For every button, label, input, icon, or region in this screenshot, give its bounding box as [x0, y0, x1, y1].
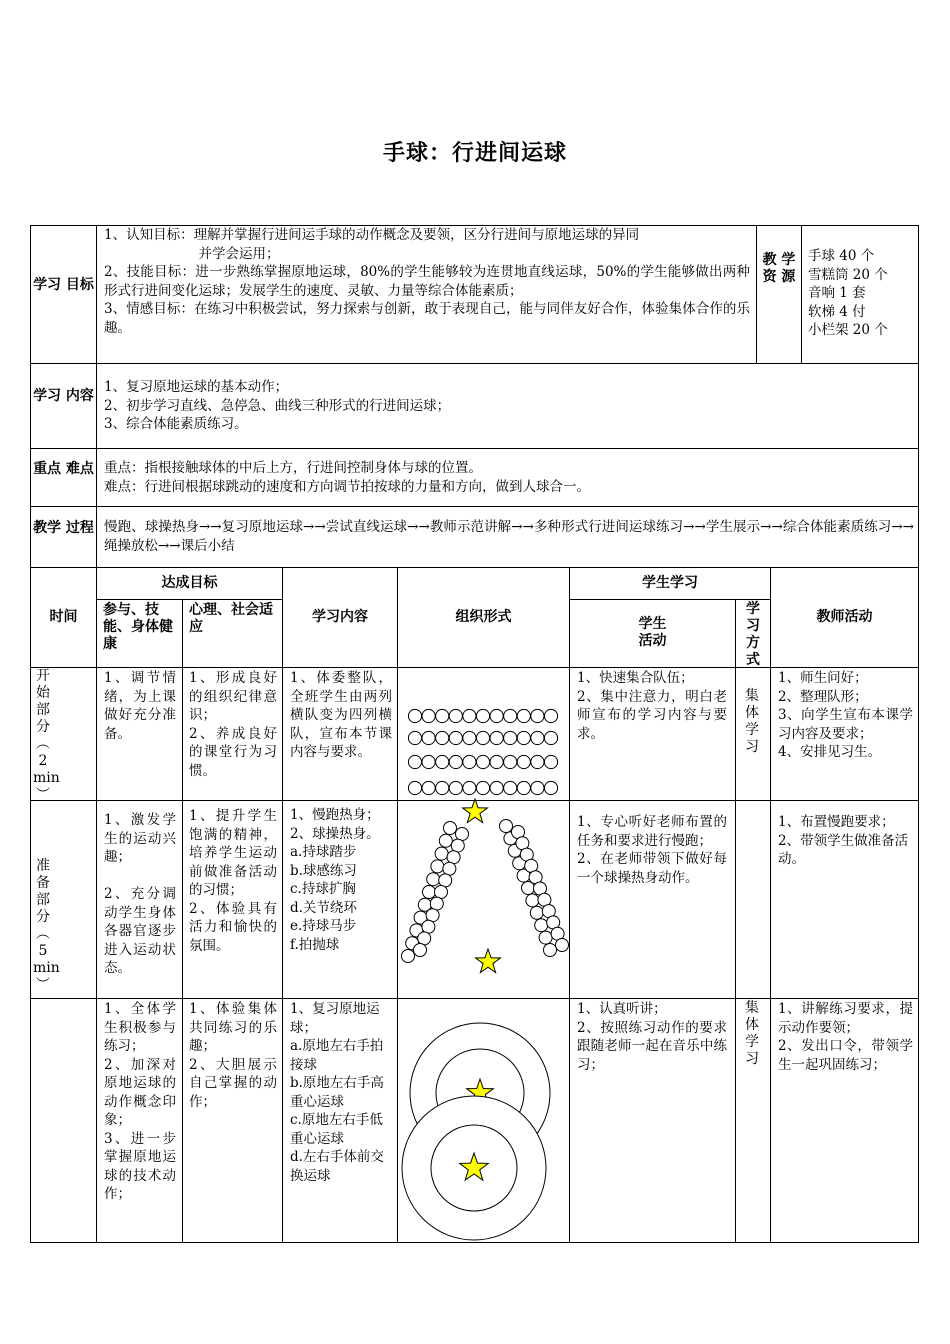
row3-goal1: 1、全体学生积极参与练习； 2、加深对原地运球的动作概念印象； 3、进一步掌握原地运球的技术动作； — [104, 1001, 176, 1202]
student-circle — [476, 755, 489, 768]
student-circle — [526, 894, 539, 907]
process-text: 慢跑、球操热身→→复习原地运球→→尝试直线运球→→教师示范讲解→→多种形式行进间运球练习→→学生展示→→综合体能素质练习→→绳操放松→→课后小结 — [104, 519, 914, 554]
row3-goal2: 1、体验集体共同练习的乐趣； 2、大胆展示自己掌握的动作； — [189, 1001, 277, 1110]
student-circle — [449, 781, 462, 794]
student-circle — [402, 950, 415, 963]
student-circle — [544, 709, 557, 722]
row2-time: 准 备 部 分 ︵ 5 min ︶ — [33, 858, 60, 993]
student-circle — [408, 731, 421, 744]
row2-goal2: 1、提升学生饱满的精神，培养学生运动前做准备活动的习惯； 2、体验具有活力和愉快的氛围。 — [189, 808, 277, 954]
student-circle — [500, 820, 513, 833]
header-student: 学生学习 — [642, 575, 698, 591]
student-circle — [517, 709, 530, 722]
student-circle — [544, 755, 557, 768]
header-content: 学习内容 — [312, 609, 368, 625]
content-label: 学习 内容 — [33, 388, 94, 404]
row1-content: 1、体委整队，全班学生由两列横队变为四列横队，宣布本节课内容与要求。 — [290, 670, 392, 760]
teacher-star-icon — [476, 949, 501, 973]
student-circle — [444, 822, 457, 835]
header-org: 组织形式 — [455, 609, 512, 625]
student-circle — [544, 731, 557, 744]
formation-jog-diagram — [398, 800, 569, 998]
header-goal1: 参与、技能、身体健康 — [103, 602, 173, 652]
student-circle — [463, 781, 476, 794]
header-activity: 学生 活动 — [638, 616, 667, 649]
row3-content: 1、复习原地运球； a.原地左右手拍接球 b.原地左右手高重心运球 c.原地左右手低重心运球 d.左右手体前交换运球 — [290, 1001, 384, 1184]
student-circle — [504, 709, 517, 722]
student-circle — [539, 931, 552, 944]
resources-text: 手球 40 个 雪糕筒 20 个 音响 1 套 软梯 4 付 小栏架 20 个 — [808, 248, 888, 338]
row3-activity: 1、认真听讲； 2、按照练习动作的要求跟随老师一起在音乐中练习； — [577, 1001, 727, 1073]
student-circle — [422, 755, 435, 768]
student-circle — [517, 755, 530, 768]
student-circle — [436, 781, 449, 794]
student-circle — [531, 755, 544, 768]
row1-mode: 集 体 学 习 — [745, 688, 759, 755]
student-circle — [426, 909, 439, 922]
formation-four-rows-diagram — [398, 668, 569, 800]
student-circle — [408, 755, 421, 768]
teacher-star-icon — [463, 799, 488, 823]
student-circle — [490, 709, 503, 722]
process-label: 教学 过程 — [33, 520, 94, 536]
header-goals: 达成目标 — [161, 575, 218, 591]
student-circle — [449, 709, 462, 722]
student-circle — [408, 709, 421, 722]
student-circle — [517, 731, 530, 744]
header-time: 时间 — [49, 609, 78, 625]
student-circle — [435, 886, 448, 899]
student-circle — [436, 709, 449, 722]
formation-circles-diagram — [398, 998, 569, 1242]
student-circle — [423, 886, 436, 899]
student-circle — [451, 839, 464, 852]
student-circle — [504, 731, 517, 744]
student-circle — [504, 755, 517, 768]
student-circle — [531, 709, 544, 722]
student-circle — [476, 709, 489, 722]
student-circle — [431, 860, 444, 873]
student-circle — [422, 731, 435, 744]
student-circle — [490, 731, 503, 744]
keypoints-label: 重点 难点 — [33, 461, 94, 477]
row1-time: 开 始 部 分 ︵ 2 min ︶ — [33, 668, 60, 803]
student-circle — [430, 897, 443, 910]
student-circle — [435, 847, 448, 860]
student-circle — [556, 939, 569, 952]
student-circle — [422, 920, 435, 933]
row1-teacher: 1、师生问好； 2、整理队形； 3、向学生宣布本课学习内容及要求； 4、安排见习生。 — [778, 670, 913, 760]
student-circle — [449, 755, 462, 768]
student-circle — [530, 906, 543, 919]
objectives-text: 1、认知目标：理解并掌握行进间运手球的动作概念及要领，区分行进间与原地运球的异同 并学会运用； 2、技能目标：进一步熟练掌握原地运球，80%的学生能够较为连贯地直线运球，50%的学生能够做出两种形式行进间变化运球；发展学生的速度、灵敏、力量等综合体能素质； 3、情感目标：在练习中积极尝试，努力探索与创新，敢于表现自己，能与同伴友好合作，体验集体合作的乐趣。 — [104, 227, 750, 336]
row3-mode: 集 体 学 习 — [745, 1000, 759, 1067]
student-circle — [408, 781, 421, 794]
student-circle — [544, 944, 557, 957]
keypoints-text: 重点：指根接触球体的中后上方，行进间控制身体与球的位置。 难点：行进间根据球跳动的速度和方向调节拍按球的力量和方向，做到人球合一。 — [104, 460, 590, 495]
student-circle — [490, 755, 503, 768]
student-circle — [436, 731, 449, 744]
student-circle — [517, 781, 530, 794]
student-circle — [544, 781, 557, 794]
row1-goal1: 1、调节情绪，为上课做好充分准备。 — [104, 670, 176, 742]
student-circle — [476, 781, 489, 794]
row2-content: 1、慢跑热身； 2、球操热身。 a.持球踏步 b.球感练习 c.持球扩胸 d.关节绕环 e.持球马步 f.拍抛球 — [290, 807, 380, 953]
student-circle — [490, 781, 503, 794]
student-circle — [463, 731, 476, 744]
student-circle — [422, 781, 435, 794]
student-circle — [436, 755, 449, 768]
student-circle — [447, 851, 460, 864]
student-circle — [476, 731, 489, 744]
student-circle — [535, 919, 548, 932]
student-circle — [463, 755, 476, 768]
student-circle — [504, 781, 517, 794]
student-circle — [449, 731, 462, 744]
student-circle — [427, 873, 440, 886]
header-goal2: 心理、社会适应 — [189, 602, 273, 635]
objectives-label: 学习 目标 — [33, 277, 94, 293]
student-circle — [439, 834, 452, 847]
resources-label: 教 学 资 源 — [762, 252, 796, 285]
student-circle — [439, 874, 452, 887]
student-circle — [531, 731, 544, 744]
student-circle — [463, 709, 476, 722]
header-mode: 学 习 方 式 — [746, 601, 760, 668]
row3-teacher: 1、讲解练习要求，提示动作要领； 2、发出口令，带领学生一起巩固练习； — [778, 1001, 913, 1073]
student-circle — [414, 944, 427, 957]
row2-goal1: 1、激发学生的运动兴趣； 2、充分调动学生身体各器官逐步进入运动状态。 — [104, 812, 176, 976]
row2-teacher: 1、布置慢跑要求； 2、带领学生做准备活动。 — [778, 814, 909, 867]
student-circle — [443, 862, 456, 875]
student-circle — [456, 828, 469, 841]
row1-goal2: 1、形成良好的组织纪律意识； 2、养成良好的课堂行为习惯。 — [189, 670, 277, 779]
student-circle — [418, 932, 431, 945]
student-circle — [531, 781, 544, 794]
student-circle — [422, 709, 435, 722]
row1-activity: 1、快速集合队伍； 2、集中注意力，明白老师宣布的学习内容与要求。 — [577, 670, 727, 742]
header-teacher: 教师活动 — [816, 609, 873, 625]
content-text: 1、复习原地运球的基本动作； 2、初步学习直线、急停急、曲线三种形式的行进间运球； 3、综合体能素质练习。 — [104, 379, 451, 432]
row2-activity: 1、专心听好老师布置的任务和要求进行慢跑； 2、在老师带领下做好每一个球操热身动作。 — [577, 814, 727, 886]
page-title: 手球：行进间运球 — [382, 141, 567, 166]
